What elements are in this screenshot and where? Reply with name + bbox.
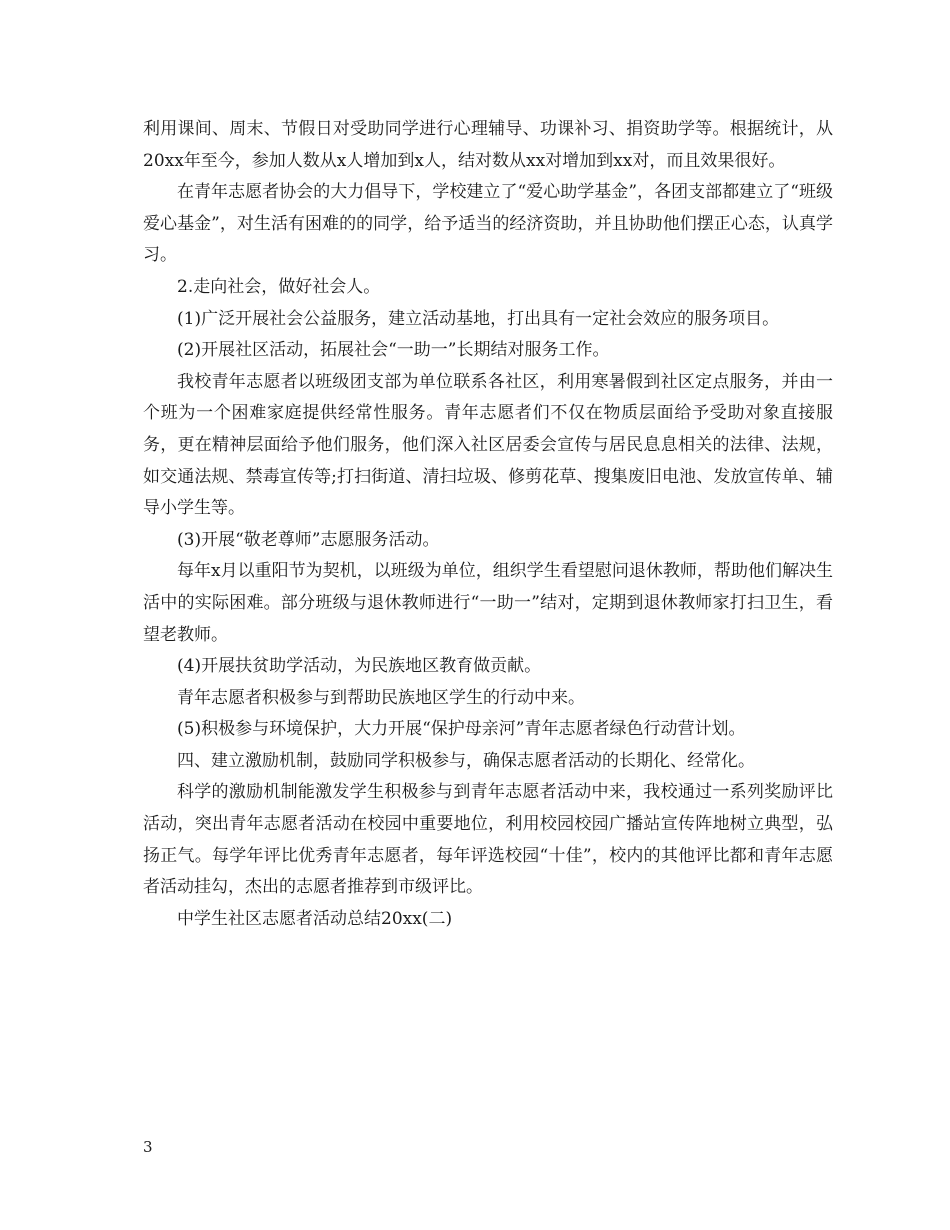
- list-item-1: (1)广泛开展社会公益服务，建立活动基地，打出具有一定社会效应的服务项目。: [177, 308, 780, 329]
- paragraph-charity-fund: 在青年志愿者协会的大力倡导下，学校建立了“爱心助学基金”，各团支部都建立了“班级爱心基金”，对生活有困难的的同学，给予适当的经济资助，并且协助他们摆正心态，认真学习。: [143, 182, 833, 266]
- paragraph-community-service: 我校青年志愿者以班级团支部为单位联系各社区，利用寒暑假到社区定点服务，并由一个班为一个困难家庭提供经常性服务。青年志愿者们不仅在物质层面给予受助对象直接服务，更在精神层面给予他们服务，他们深入社区居委会宣传与居民息息相关的法律、法规，如交通法规、禁毒宣传等;打扫街道、清扫垃圾、修剪花草、搜集废旧电池、发放宣传单、辅导小学生等。: [143, 371, 833, 519]
- paragraph-ethnic-support: 青年志愿者积极参与到帮助民族地区学生的行动中来。: [177, 687, 585, 708]
- list-item-3: (3)开展“敬老尊师”志愿服务活动。: [177, 529, 440, 550]
- paragraph-continuation: 利用课间、周末、节假日对受助同学进行心理辅导、功课补习、捐资助学等。根据统计，从20xx年至今，参加人数从x人增加到x人，结对数从xx对增加到xx对，而且效果很好。: [143, 119, 833, 171]
- section-heading-society: 2.走向社会，做好社会人。: [177, 276, 381, 297]
- list-item-4: (4)开展扶贫助学活动，为民族地区教育做贡献。: [177, 656, 542, 677]
- section-heading-incentive: 四、建立激励机制，鼓励同学积极参与，确保志愿者活动的长期化、经常化。: [177, 750, 755, 771]
- paragraph-incentive: 科学的激励机制能激发学生积极参与到青年志愿者活动中来，我校通过一系列奖励评比活动，突出青年志愿者活动在校园中重要地位，利用校园校园广播站宣传阵地树立典型，弘扬正气。每学年评比优秀青年志愿者，每年评选校园“十佳”，校内的其他评比都和青年志愿者活动挂勾，杰出的志愿者推荐到市级评比。: [143, 782, 833, 898]
- list-item-5: (5)积极参与环境保护，大力开展“保护母亲河”青年志愿者绿色行动营计划。: [177, 719, 746, 740]
- document-body: [143, 114, 833, 935]
- list-item-2: (2)开展社区活动，拓展社会“一助一”长期结对服务工作。: [177, 340, 610, 361]
- page-number: 3: [143, 1138, 153, 1156]
- paragraph-teacher-visit: 每年x月以重阳节为契机，以班级为单位，组织学生看望慰问退休教师，帮助他们解决生活中的实际困难。部分班级与退休教师进行“一助一”结对，定期到退休教师家打扫卫生，看望老教师。: [143, 561, 833, 645]
- next-section-title: 中学生社区志愿者活动总结20xx(二): [177, 908, 453, 929]
